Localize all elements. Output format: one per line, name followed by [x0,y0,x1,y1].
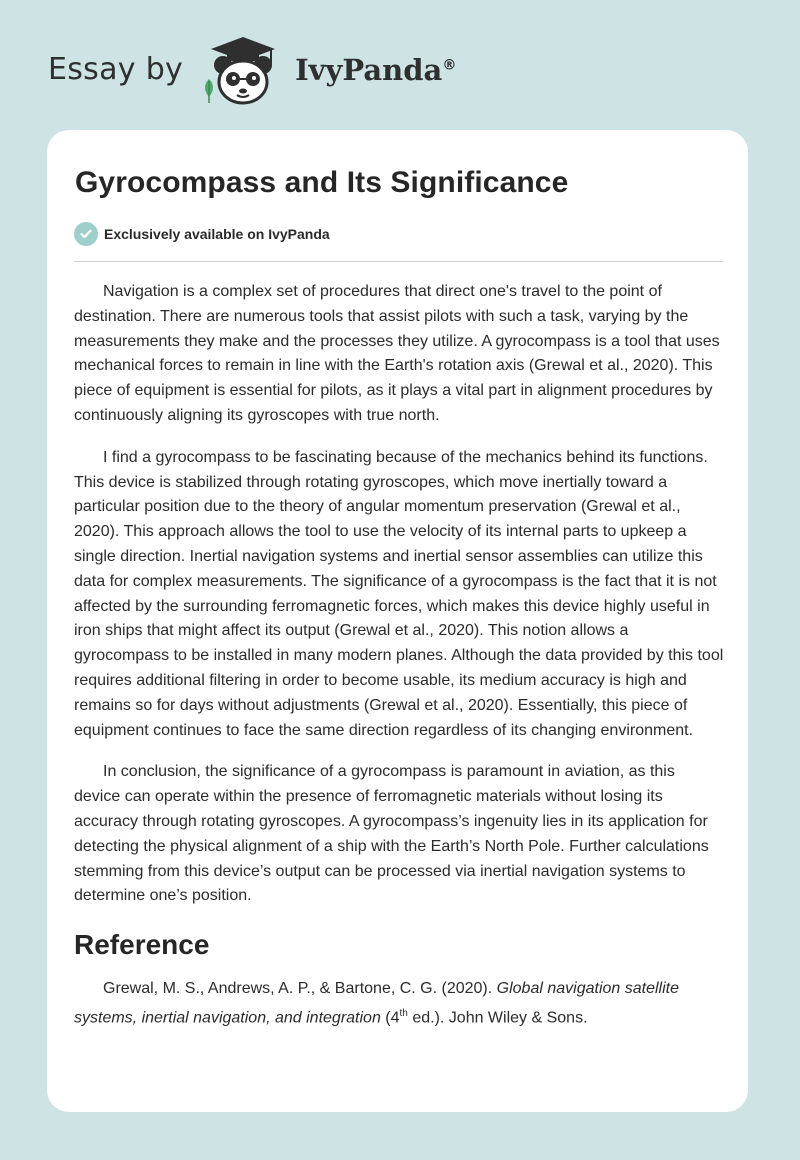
site-logo[interactable] [48,36,456,106]
brand-name: IvyPanda® [295,53,457,87]
registered-mark: ® [442,57,457,74]
reference-heading: Reference [74,929,210,961]
badge-label: Exclusively available on IvyPanda [104,226,330,242]
essay-by-label: Essay by [48,51,184,87]
divider [74,261,723,262]
panda-mascot-icon [197,35,291,107]
reference-list [74,977,724,1031]
paragraph-2: I find a gyrocompass to be fascinating because of the mechanics behind its functions. This device is stabilized through rotating gyroscopes, which move inertially toward a particular position due to the theory of angular momentum preservation (Grewal et al., 2020). This approach allows the tool to use the velocity of its internal parts to upkeep a single direction. Inertial navigation systems and inertial sensor assemblies can utilize this data for complex measurements. The significance of a gyrocompass is the fact that it is not affected by the surrounding ferromagnetic forces, which makes this device highly useful in iron ships that might affect its output (Grewal et al., 2020). This notion allows a gyrocompass to be installed in many modern planes. Although the data provided by this tool requires additional filtering in order to become usable, its medium accuracy is high and remains so for days without adjustments (Grewal et al., 2020). Essentially, this piece of equipment continues to face the same direction regardless of its changing environment. [74,448,724,739]
paragraph-1: Navigation is a complex set of procedures that direct one's travel to the point of destination. There are numerous tools that assist pilots with such a task, varying by the measurements they make and the processes they utilize. A gyrocompass is a tool that uses mechanical forces to remain in line with the Earth's rotation axis (Grewal et al., 2020). This piece of equipment is essential for pilots, as it plays a vital part in alignment procedures by continuously aligning its gyroscopes with true north. [74,283,720,424]
exclusive-badge [74,222,330,246]
essay-body [74,280,724,1048]
reference-entry [74,977,724,1031]
reference-edition: (4 [385,1009,400,1027]
page-title: Gyrocompass and Its Significance [75,166,569,199]
check-circle-icon [74,222,98,246]
reference-authors: Grewal, M. S., Andrews, A. P., & Bartone, C. G. (2020). [103,980,493,998]
reference-book-title: Global navigation satellite systems, inertial navigation, and integration [74,980,679,1027]
essay-card [47,130,748,1112]
reference-publisher: ed.). John Wiley & Sons. [412,1009,588,1027]
reference-edition-sup: th [399,1007,408,1019]
paragraph-3: In conclusion, the significance of a gyrocompass is paramount in aviation, as this device can operate within the presence of ferromagnetic materials without losing its accuracy through rotating gyroscopes. A gyrocompass’s ingenuity lies in its application for detecting the physical alignment of a ship with the Earth’s North Pole. Further calculations stemming from this device’s output can be processed via inertial navigation systems to determine one’s position. [74,763,709,905]
